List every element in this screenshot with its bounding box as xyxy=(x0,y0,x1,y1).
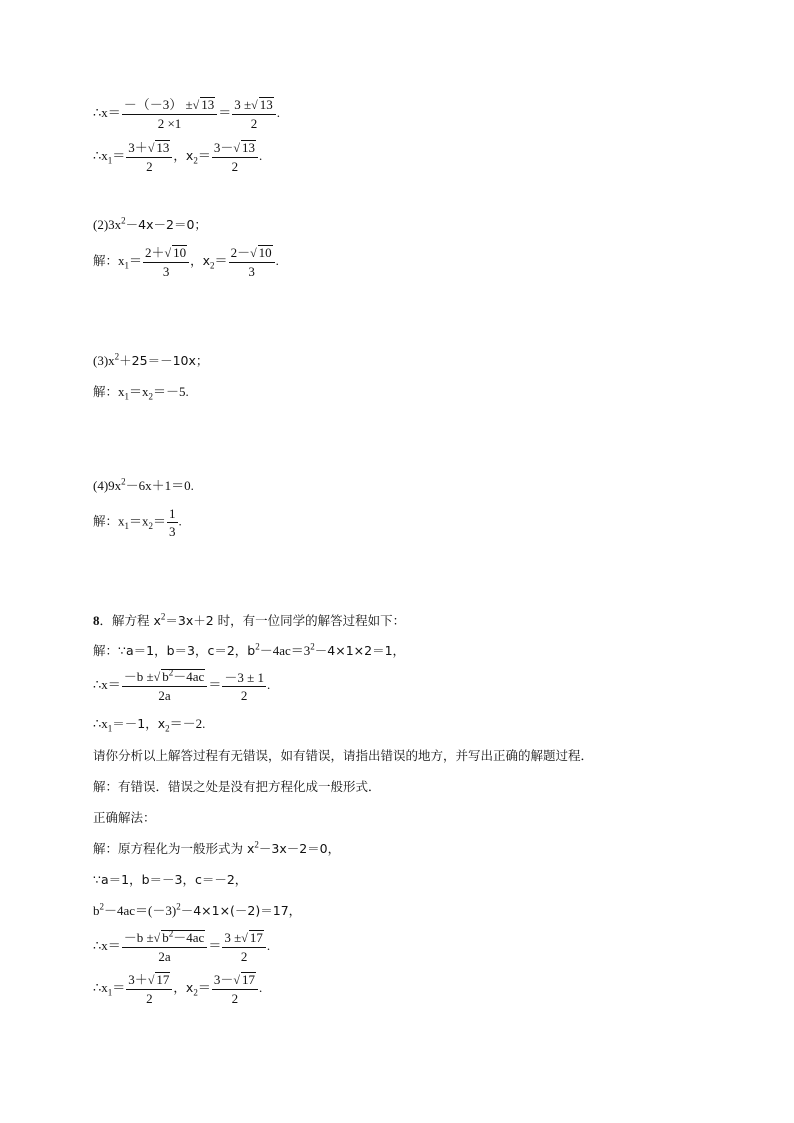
superscript: 2 xyxy=(168,928,174,939)
text: ＝x xyxy=(129,513,149,529)
text: . xyxy=(266,676,271,692)
text: x xyxy=(118,384,125,399)
answer-line-3 xyxy=(93,841,340,857)
text: . xyxy=(178,513,182,529)
denominator: 2 xyxy=(231,991,239,1006)
text: ＝－5. xyxy=(153,384,189,399)
numerator: －3 ± 1 xyxy=(224,669,264,685)
radical-sign: √ xyxy=(233,141,240,155)
numerator: 2－ xyxy=(230,245,251,260)
fraction xyxy=(212,972,258,1006)
denominator: 2 xyxy=(240,687,248,703)
numerator: 3＋ xyxy=(128,972,148,987)
subscript: 2 xyxy=(193,987,198,998)
subscript: 2 xyxy=(165,723,170,734)
radical-sign: √ xyxy=(192,98,200,112)
denominator: 2 xyxy=(146,159,153,174)
text: 解：∵a＝1，b＝3，c＝2，b xyxy=(93,643,256,658)
text: ＝ xyxy=(129,252,143,268)
text: －4×1×2＝1， xyxy=(314,643,406,658)
subscript: 1 xyxy=(124,521,130,532)
question-4-title xyxy=(93,478,194,494)
radicand: 13 xyxy=(156,140,170,155)
superscript: 2 xyxy=(176,901,181,912)
denominator: 2 xyxy=(240,949,248,964)
answer-line-1: 解：有错误．错误之处是没有把方程化成一般形式． xyxy=(93,779,381,794)
text: －4×1×(－2)＝17， xyxy=(180,903,302,918)
text: ∴x xyxy=(93,716,108,731)
formula-line-roots xyxy=(93,140,262,174)
question-number: 8 xyxy=(93,613,100,628)
superscript: 2 xyxy=(255,641,260,652)
fraction xyxy=(229,245,275,279)
subscript: 2 xyxy=(148,521,154,532)
denominator: 2a xyxy=(158,688,171,703)
denominator: 2 xyxy=(250,116,258,131)
superscript: 2 xyxy=(310,641,315,652)
radicand xyxy=(161,930,205,944)
radicand xyxy=(161,669,205,683)
text: －4ac xyxy=(173,930,205,945)
text: －3x－2＝0， xyxy=(258,841,341,856)
subscript: 1 xyxy=(124,391,130,402)
text: ＝ xyxy=(214,252,228,268)
numerator: 3－ xyxy=(213,140,234,155)
radicand: 13 xyxy=(241,140,255,155)
numerator: 3＋ xyxy=(128,140,148,155)
text: ＝－1，x xyxy=(112,716,166,731)
text: ＝ xyxy=(112,147,126,163)
text: b xyxy=(162,930,169,945)
radical-sign: √ xyxy=(153,931,161,945)
solution-label: 解： xyxy=(93,513,119,529)
text: ＝－2. xyxy=(169,716,206,731)
radicand: 13 xyxy=(201,97,215,112)
denominator: 2 ×1 xyxy=(157,116,182,131)
text: ，x xyxy=(173,979,194,995)
answer-line-2: 正确解法： xyxy=(93,810,156,825)
text: ∴x＝ xyxy=(93,104,121,120)
numerator: 3－ xyxy=(213,972,234,987)
text: ＝ xyxy=(218,104,232,120)
superscript: 2 xyxy=(168,667,174,678)
answer-line-6 xyxy=(93,930,270,964)
radicand: 17 xyxy=(241,972,255,987)
radical-sign: √ xyxy=(251,98,258,112)
text: ＝3x＋2 时，有一位同学的解答过程如下： xyxy=(165,613,406,628)
text: ，x xyxy=(173,147,194,163)
text: ，x xyxy=(190,252,211,268)
text: (3)x xyxy=(93,353,115,368)
radicand: 10 xyxy=(173,245,187,260)
text: ∴x xyxy=(93,979,108,995)
answer-line-7 xyxy=(93,972,262,1006)
subscript: 2 xyxy=(148,391,154,402)
question-8-ask: 请你分析以上解答过程有无错误，如有错误，请指出错误的地方，并写出正确的解题过程． xyxy=(93,748,594,763)
text: (2)3x xyxy=(93,217,122,232)
fraction xyxy=(222,930,265,964)
denominator: 3 xyxy=(169,524,176,539)
denominator: 3 xyxy=(248,264,255,279)
radical-sign: √ xyxy=(147,973,155,987)
text: ＝ xyxy=(208,937,222,953)
text: ＝x xyxy=(129,384,149,399)
fraction xyxy=(126,140,172,174)
text: . xyxy=(258,979,263,995)
numerator: 3 ± xyxy=(234,97,252,112)
text: ＝ xyxy=(197,979,211,995)
subscript: 2 xyxy=(210,260,215,271)
text: ＝ xyxy=(153,513,167,529)
answer-line-5 xyxy=(93,903,301,919)
superscript: 2 xyxy=(99,901,104,912)
text: . xyxy=(276,104,281,120)
radicand: 10 xyxy=(258,245,272,260)
fraction xyxy=(122,669,208,703)
text: －6x＋1＝0. xyxy=(125,478,194,493)
fraction xyxy=(143,245,189,279)
radical-sign: √ xyxy=(153,670,161,684)
formula-line-x xyxy=(93,97,280,131)
denominator: 2 xyxy=(231,159,239,174)
numerator: －b ± xyxy=(123,930,154,945)
text: －4ac＝3 xyxy=(259,643,311,658)
fraction xyxy=(122,930,208,964)
numerator: －（－3） ± xyxy=(123,97,193,112)
numerator: 1 xyxy=(169,506,176,521)
question-2-solution xyxy=(93,245,279,279)
subscript: 2 xyxy=(193,155,198,166)
text: b xyxy=(162,669,169,684)
fraction xyxy=(222,670,266,703)
text: －4ac xyxy=(173,669,205,684)
text: 解：原方程化为一般形式为 x xyxy=(93,841,255,856)
student-solution-line-3 xyxy=(93,716,205,732)
question-3-title xyxy=(93,353,208,369)
answer-line-4: ∵a＝1，b＝－3，c＝－2， xyxy=(93,872,248,887)
radical-sign: √ xyxy=(164,246,172,260)
solution-label: 解： xyxy=(93,252,119,268)
fraction xyxy=(212,140,258,174)
text: －4ac＝(－3) xyxy=(104,903,177,918)
question-3-solution xyxy=(93,384,189,400)
radicand: 17 xyxy=(156,972,170,987)
solution-label: 解： xyxy=(93,384,119,399)
superscript: 2 xyxy=(160,611,166,622)
radical-sign: √ xyxy=(147,141,155,155)
radicand: 13 xyxy=(259,97,273,112)
subscript: 1 xyxy=(107,987,113,998)
superscript: 2 xyxy=(254,839,259,850)
text: ＝ xyxy=(112,979,126,995)
text: ∴x＝ xyxy=(93,676,121,692)
fraction xyxy=(126,972,172,1006)
text: ∴x＝ xyxy=(93,937,121,953)
superscript: 2 xyxy=(121,476,126,487)
student-solution-line-1 xyxy=(93,643,405,659)
denominator: 3 xyxy=(162,264,170,279)
text: . xyxy=(258,147,263,163)
question-8-stem xyxy=(93,613,405,629)
superscript: 2 xyxy=(121,215,126,226)
fraction xyxy=(122,97,217,131)
text: x xyxy=(118,513,125,529)
radical-sign: √ xyxy=(233,973,240,987)
denominator: 2a xyxy=(158,949,171,964)
text: . xyxy=(275,252,279,268)
radicand: 17 xyxy=(249,930,263,945)
subscript: 1 xyxy=(107,155,113,166)
text: (4)9x xyxy=(93,478,122,493)
subscript: 1 xyxy=(107,723,113,734)
text: ＝ xyxy=(208,676,222,692)
numerator: 2＋ xyxy=(145,245,165,260)
question-2-title xyxy=(93,217,207,233)
radical-sign: √ xyxy=(250,246,257,260)
subscript: 1 xyxy=(124,260,130,271)
radical-sign: √ xyxy=(241,931,248,945)
text: . xyxy=(266,937,271,953)
denominator: 2 xyxy=(146,991,153,1006)
superscript: 2 xyxy=(114,351,120,362)
numerator: 3 ± xyxy=(224,930,242,945)
text: －4x－2＝0； xyxy=(125,217,207,232)
text: ＋25＝－10x； xyxy=(119,353,209,368)
text: ∴x xyxy=(93,147,108,163)
numerator: －b ± xyxy=(123,669,154,684)
text: ＝ xyxy=(197,147,211,163)
question-4-solution xyxy=(93,506,182,539)
fraction xyxy=(232,97,275,131)
text: b xyxy=(93,903,100,918)
student-solution-line-2 xyxy=(93,669,270,703)
fraction xyxy=(167,506,178,539)
text: ．解方程 x xyxy=(99,613,161,628)
text: x xyxy=(118,252,125,268)
